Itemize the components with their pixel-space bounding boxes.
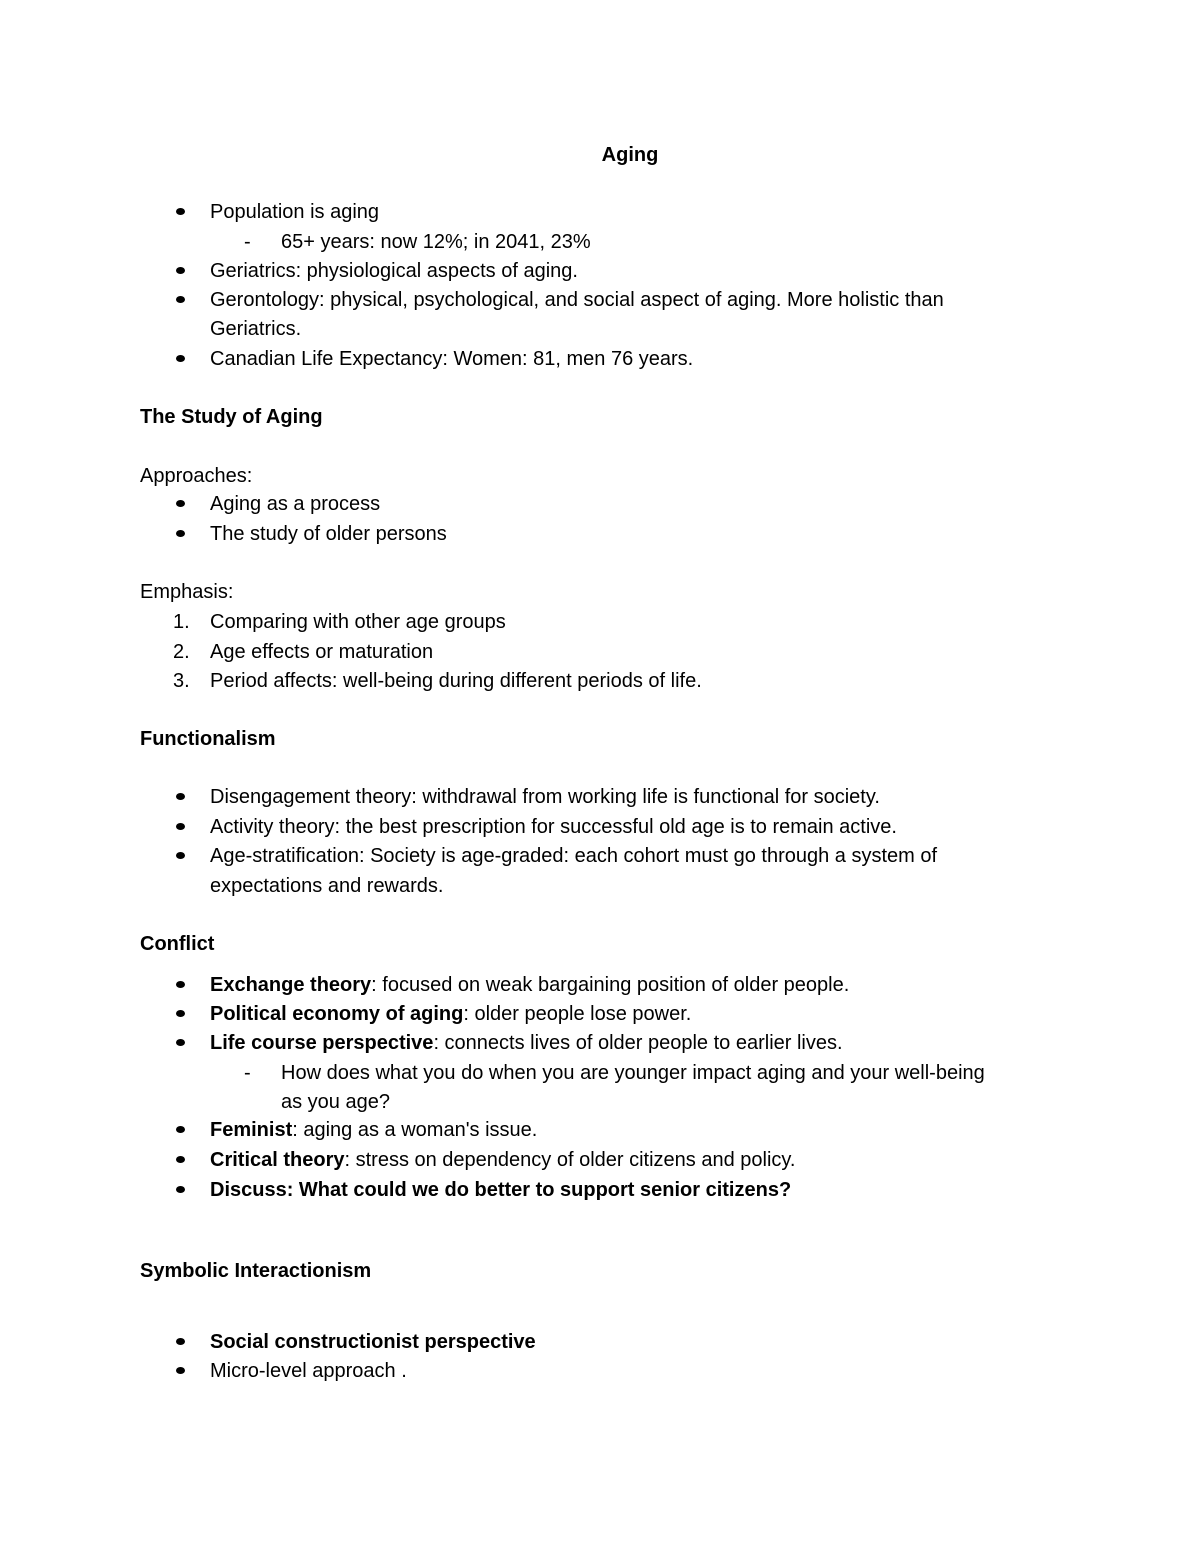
sub-list-item: 65+ years: now 12%; in 2041, 23% (281, 231, 591, 253)
page-title: Aging (601, 144, 659, 166)
bullet-icon (176, 1186, 185, 1193)
discussion-prompt: Discuss: What could we do better to support senior citizens? (210, 1179, 792, 1201)
section-heading-functionalism: Functionalism (140, 728, 276, 750)
section-heading-study: The Study of Aging (140, 406, 323, 428)
list-item (210, 973, 849, 997)
bullet-icon (176, 793, 185, 800)
term-description: : older people lose power. (463, 1003, 692, 1025)
section-heading-conflict: Conflict (140, 933, 215, 955)
bullet-icon (176, 1367, 185, 1374)
list-item-discuss (210, 1178, 791, 1202)
bullet-icon (176, 1338, 185, 1345)
term-feminist: Feminist (210, 1119, 293, 1141)
list-item (210, 1002, 691, 1026)
list-item (210, 1118, 537, 1142)
term-description: : connects lives of older people to earlier lives. (433, 1032, 843, 1054)
list-item (210, 1148, 795, 1172)
list-item: Activity theory: the best prescription for successful old age is to remain active. (210, 816, 897, 838)
sub-list-item: How does what you do when you are younger impact aging and your well-being (281, 1062, 985, 1084)
bullet-icon (176, 1039, 185, 1046)
term-social-constructionist: Social constructionist perspective (210, 1331, 536, 1353)
list-number: 3. (173, 670, 190, 692)
list-item-continuation: Geriatrics. (210, 318, 302, 340)
bullet-icon (176, 981, 185, 988)
sub-list-item-continuation: as you age? (281, 1091, 390, 1113)
list-item (210, 1330, 536, 1354)
bullet-icon (176, 267, 185, 274)
list-item: The study of older persons (210, 523, 447, 545)
term-political-economy: Political economy of aging (210, 1003, 464, 1025)
approaches-label: Approaches: (140, 465, 253, 487)
list-item: Canadian Life Expectancy: Women: 81, men 76 years. (210, 348, 694, 370)
bullet-icon (176, 500, 185, 507)
list-item (210, 1031, 843, 1055)
bullet-icon (176, 852, 185, 859)
bullet-icon (176, 1010, 185, 1017)
emphasis-label: Emphasis: (140, 581, 234, 603)
list-item: Aging as a process (210, 493, 381, 515)
list-item: Micro-level approach . (210, 1360, 407, 1382)
bullet-icon (176, 530, 185, 537)
term-critical-theory: Critical theory (210, 1149, 345, 1171)
term-life-course: Life course perspective (210, 1032, 434, 1054)
list-number: 1. (173, 611, 190, 633)
dash-marker: - (244, 231, 251, 253)
bullet-icon (176, 208, 185, 215)
list-number: 2. (173, 641, 190, 663)
numbered-item: Comparing with other age groups (210, 611, 506, 633)
list-item: Disengagement theory: withdrawal from working life is functional for society. (210, 786, 880, 808)
section-heading-symbolic: Symbolic Interactionism (140, 1260, 372, 1282)
list-item: Gerontology: physical, psychological, and social aspect of aging. More holistic than (210, 289, 944, 311)
dash-marker: - (244, 1062, 251, 1084)
list-item: Geriatrics: physiological aspects of aging. (210, 260, 578, 282)
term-description: : aging as a woman's issue. (292, 1119, 538, 1141)
bullet-icon (176, 355, 185, 362)
bullet-icon (176, 296, 185, 303)
bullet-icon (176, 1156, 185, 1163)
term-description: : stress on dependency of older citizens and policy. (344, 1149, 796, 1171)
list-item-continuation: expectations and rewards. (210, 875, 444, 897)
term-exchange-theory: Exchange theory (210, 974, 372, 996)
term-description: : focused on weak bargaining position of older people. (371, 974, 850, 996)
numbered-item: Age effects or maturation (210, 641, 434, 663)
list-item: Age-stratification: Society is age-graded: each cohort must go through a system of (210, 845, 938, 867)
bullet-icon (176, 1126, 185, 1133)
numbered-item: Period affects: well-being during different periods of life. (210, 670, 702, 692)
bullet-icon (176, 823, 185, 830)
list-item: Population is aging (210, 201, 380, 223)
